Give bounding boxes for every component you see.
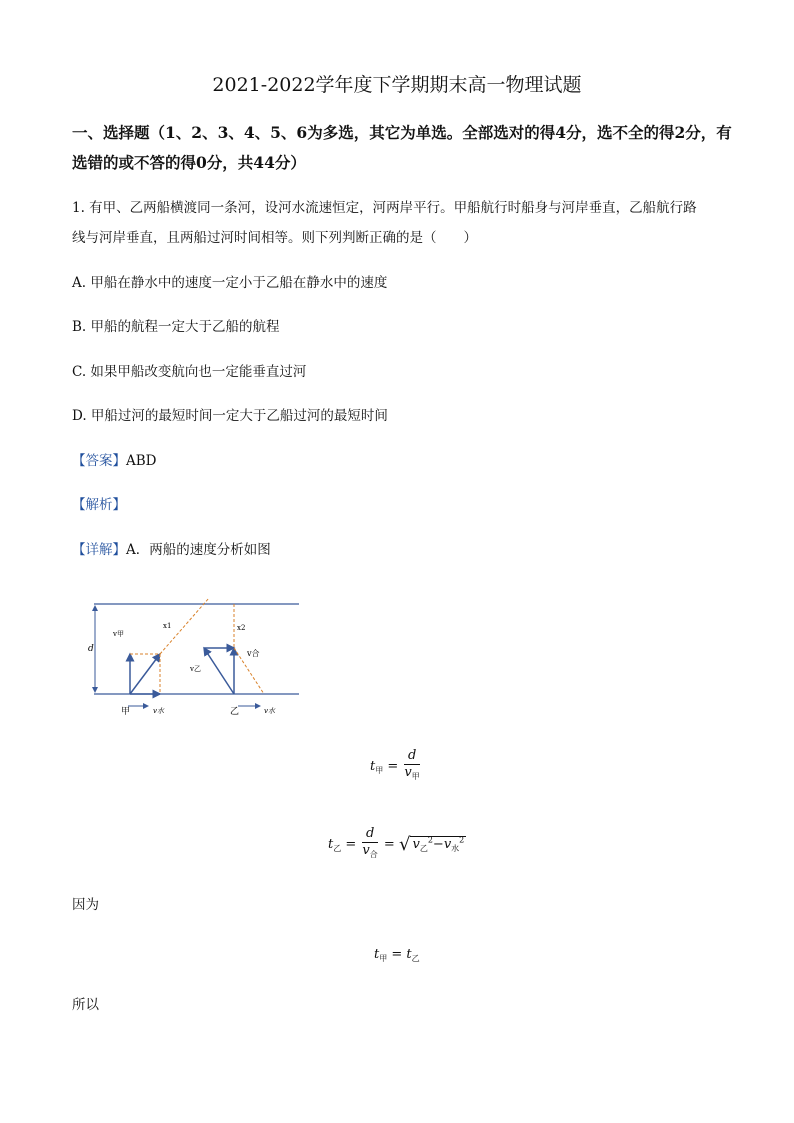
answer-label: 【答案】: [72, 453, 126, 469]
so-text: 所以: [72, 997, 99, 1013]
v-yi-arrow: [204, 648, 234, 694]
equation-t-equal: $t_甲 = t_乙$: [374, 947, 420, 963]
label-x2: x2: [237, 624, 246, 632]
option-b: B. 甲船的航程一定大于乙船的航程: [72, 319, 280, 335]
label-v-shui-1: v水: [153, 707, 164, 715]
equation-t-jia: $t_甲$ = $\frac{d}{v_甲}$: [370, 748, 420, 781]
label-v-shui-2: v水: [264, 707, 275, 715]
option-a: A. 甲船在静水中的速度一定小于乙船在静水中的速度: [72, 275, 388, 291]
detail-label: 【详解】: [72, 542, 126, 558]
option-c: C. 如果甲船改变航向也一定能垂直过河: [72, 364, 307, 380]
answer-line: [72, 450, 157, 472]
v-he-jia-arrow: [130, 654, 160, 694]
label-jia: 甲: [121, 707, 131, 717]
label-yi: 乙: [230, 707, 240, 717]
label-v-he: v合: [247, 649, 260, 658]
label-v-yi: v乙: [190, 665, 201, 673]
label-d: d: [88, 644, 94, 654]
question-stem-line2: 线与河岸垂直，且两船过河时间相等。则下列判断正确的是（ ）: [72, 230, 477, 246]
label-v-jia: v甲: [113, 630, 124, 638]
detail-text: A．两船的速度分析如图: [126, 542, 271, 558]
analysis-label: 【解析】: [72, 497, 126, 513]
detail-line: [72, 539, 271, 561]
question-stem-line1: 1. 有甲、乙两船横渡同一条河，设河水流速恒定，河两岸平行。甲船航行时船身与河岸垂直，乙船航行路: [72, 200, 697, 216]
section-heading: 一、选择题（1、2、3、4、5、6为多选，其它为单选。全部选对的得4分，选不全的得2分，有选错的或不答的得0分，共44分）: [72, 123, 732, 172]
label-x1: x1: [163, 622, 172, 630]
option-d: D. 甲船过河的最短时间一定大于乙船过河的最短时间: [72, 408, 388, 424]
because-text: 因为: [72, 897, 99, 913]
answer-value: ABD: [126, 453, 157, 469]
equation-t-yi: $t_乙$ = $\frac{d}{v_合}$ = √ $v_乙^2-v_水^2$: [328, 826, 465, 859]
page-title: 2021-2022学年度下学期期末高一物理试题: [212, 74, 582, 96]
velocity-diagram: [84, 596, 306, 720]
